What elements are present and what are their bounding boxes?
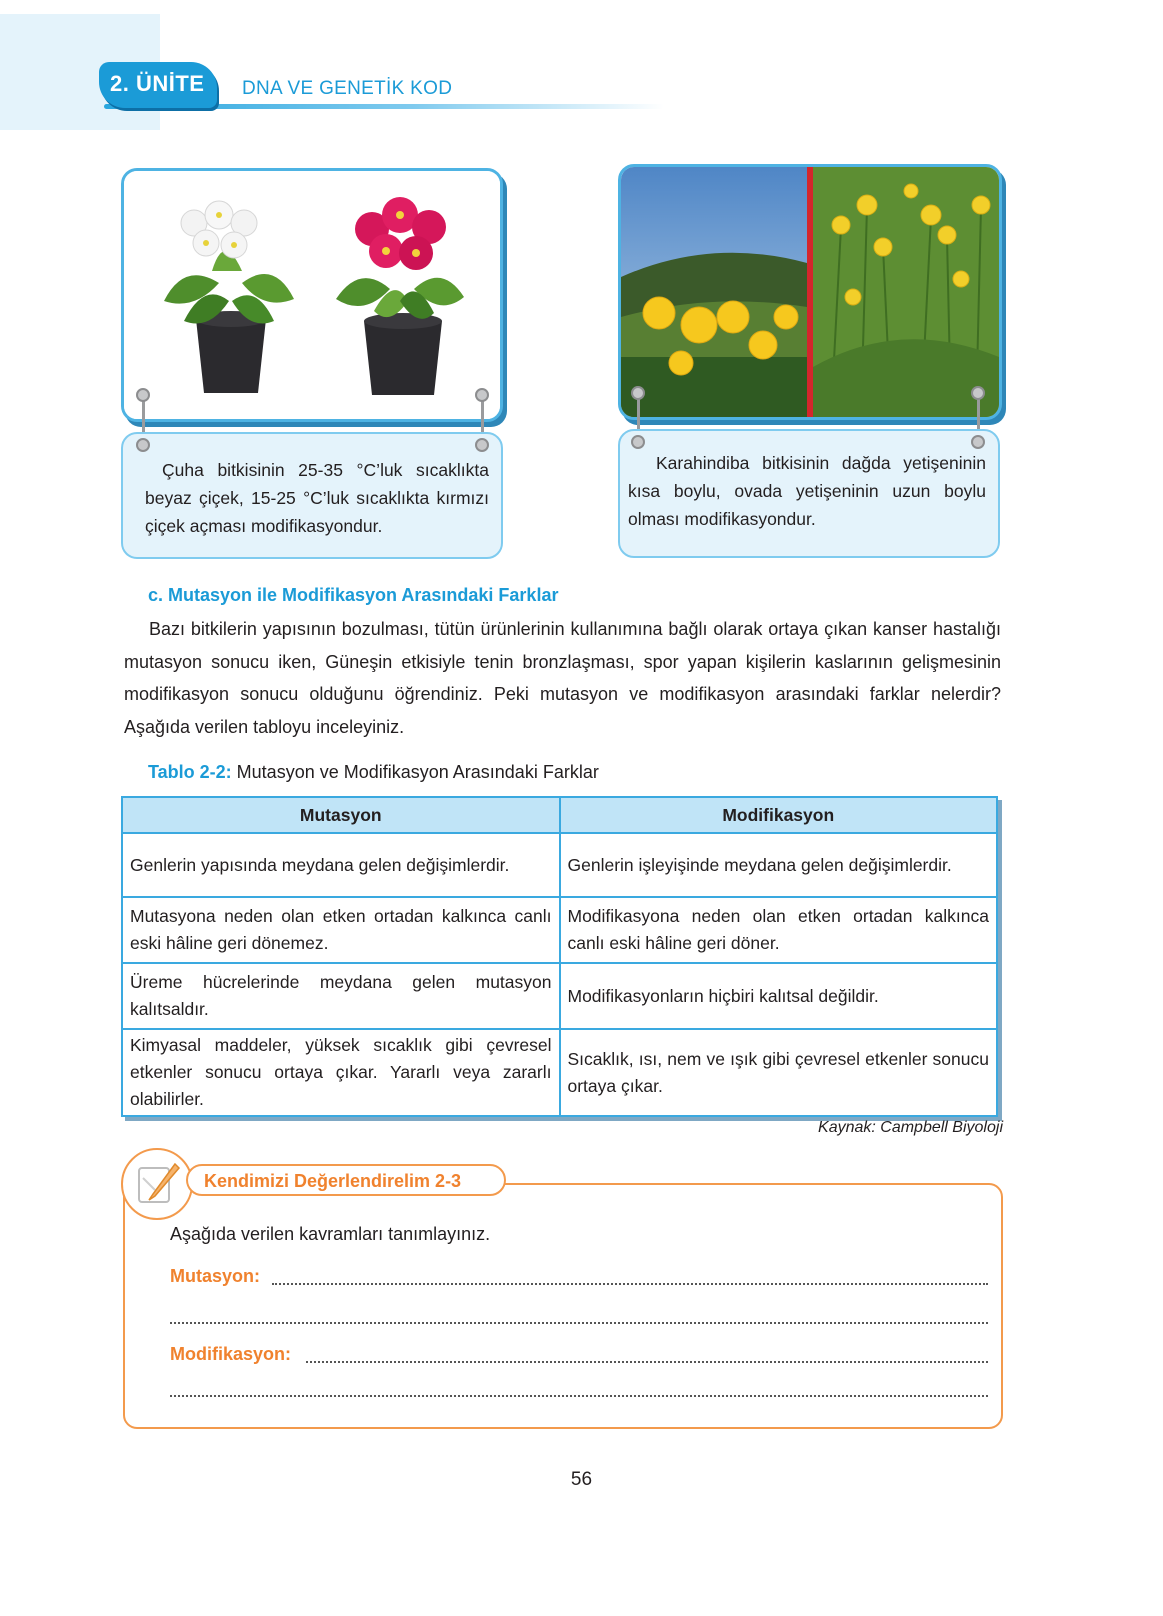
section-heading: c. Mutasyon ile Modifikasyon Arasındaki Farklar [148,585,559,605]
dandelion-illustration [621,167,999,417]
pin-icon [136,388,150,402]
modification-label: Modifikasyon: [170,1344,292,1364]
pin-icon [475,388,489,402]
primula-caption-box [121,432,503,559]
table-cell: Kimyasal maddeler, yüksek sıcaklık gibi çevresel etkenler sonucu ortaya çıkar. Yararlı veya zararlı olabilirler. [122,1029,560,1116]
mutation-answer-line[interactable] [272,1283,988,1285]
evaluation-badge [121,1148,193,1220]
table-cell: Modifikasyonların hiçbiri kalıtsal değildir. [560,963,998,1029]
dandelion-caption-box [618,429,1000,558]
modification-answer-line-2[interactable] [170,1395,988,1397]
pin-icon [971,435,985,449]
table-header-modification: Modifikasyon [560,797,998,833]
modification-answer-line[interactable] [306,1361,988,1363]
table-row [122,1029,997,1116]
mutation-answer-line-2[interactable] [170,1322,988,1324]
table-caption [148,762,599,783]
table-caption-text: Mutasyon ve Modifikasyon Arasındaki Farklar [231,762,599,782]
pin-icon [631,386,645,400]
dandelion-figure [618,164,1002,420]
pencil-note-icon [123,1150,191,1218]
differences-table [121,796,998,1117]
table-cell: Mutasyona neden olan etken ortadan kalkınca canlı eski hâline geri dönemez. [122,897,560,963]
table-row [122,897,997,963]
evaluation-title: Kendimizi Değerlendirelim 2-3 [186,1164,506,1196]
primula-caption: Çuha bitkisinin 25-35 °C’luk sıcaklıkta beyaz çiçek, 15-25 °C’luk sıcaklıkta kırmızı çiçek açması modifikasyondur. [145,460,489,536]
primula-illustration [124,171,500,419]
table-cell: Sıcaklık, ısı, nem ve ışık gibi çevresel etkenler sonucu ortaya çıkar. [560,1029,998,1116]
primula-figure [121,168,503,422]
table-header-mutation: Mutasyon [122,797,560,833]
pin-icon [136,438,150,452]
table-cell: Genlerin yapısında meydana gelen değişimlerdir. [122,833,560,897]
page-number: 56 [570,1469,593,1490]
pin-icon [971,386,985,400]
table-header-row [122,797,997,833]
pin-icon [631,435,645,449]
section-paragraph: Bazı bitkilerin yapısının bozulması, tütün ürünlerinin kullanımına bağlı olarak ortaya çıkan kanser hastalığı mutasyon sonucu iken, Güneşin etkisiyle tenin bronzlaşması, spor yapan kişilerin kaslarının gelişmesinin modifikasyon sonucu olduğunu öğrendiniz. Peki mutasyon ve modifikasyon arasındaki farklar nelerdir? Aşağıda verilen tabloyu inceleyiniz. [124,619,1001,737]
dandelion-caption: Karahindiba bitkisinin dağda yetişeninin kısa boylu, ovada yetişeninin uzun boylu olması modifikasyondur. [628,453,986,529]
evaluation-instruction: Aşağıda verilen kavramları tanımlayınız. [170,1224,491,1244]
table-row [122,833,997,897]
evaluation-box [123,1183,1003,1429]
table-cell: Modifikasyona neden olan etken ortadan kalkınca canlı eski hâline geri döner. [560,897,998,963]
pin-icon [475,438,489,452]
mutation-label: Mutasyon: [170,1266,260,1286]
table-row [122,963,997,1029]
table-cell: Genlerin işleyişinde meydana gelen değişimlerdir. [560,833,998,897]
table-cell: Üreme hücrelerinde meydana gelen mutasyon kalıtsaldır. [122,963,560,1029]
table-caption-label: Tablo 2-2: [148,762,232,782]
unit-title: DNA VE GENETİK KOD [242,78,453,99]
table-source: Kaynak: Campbell Biyoloji [818,1119,1003,1136]
unit-label: 2. ÜNİTE [110,71,205,96]
